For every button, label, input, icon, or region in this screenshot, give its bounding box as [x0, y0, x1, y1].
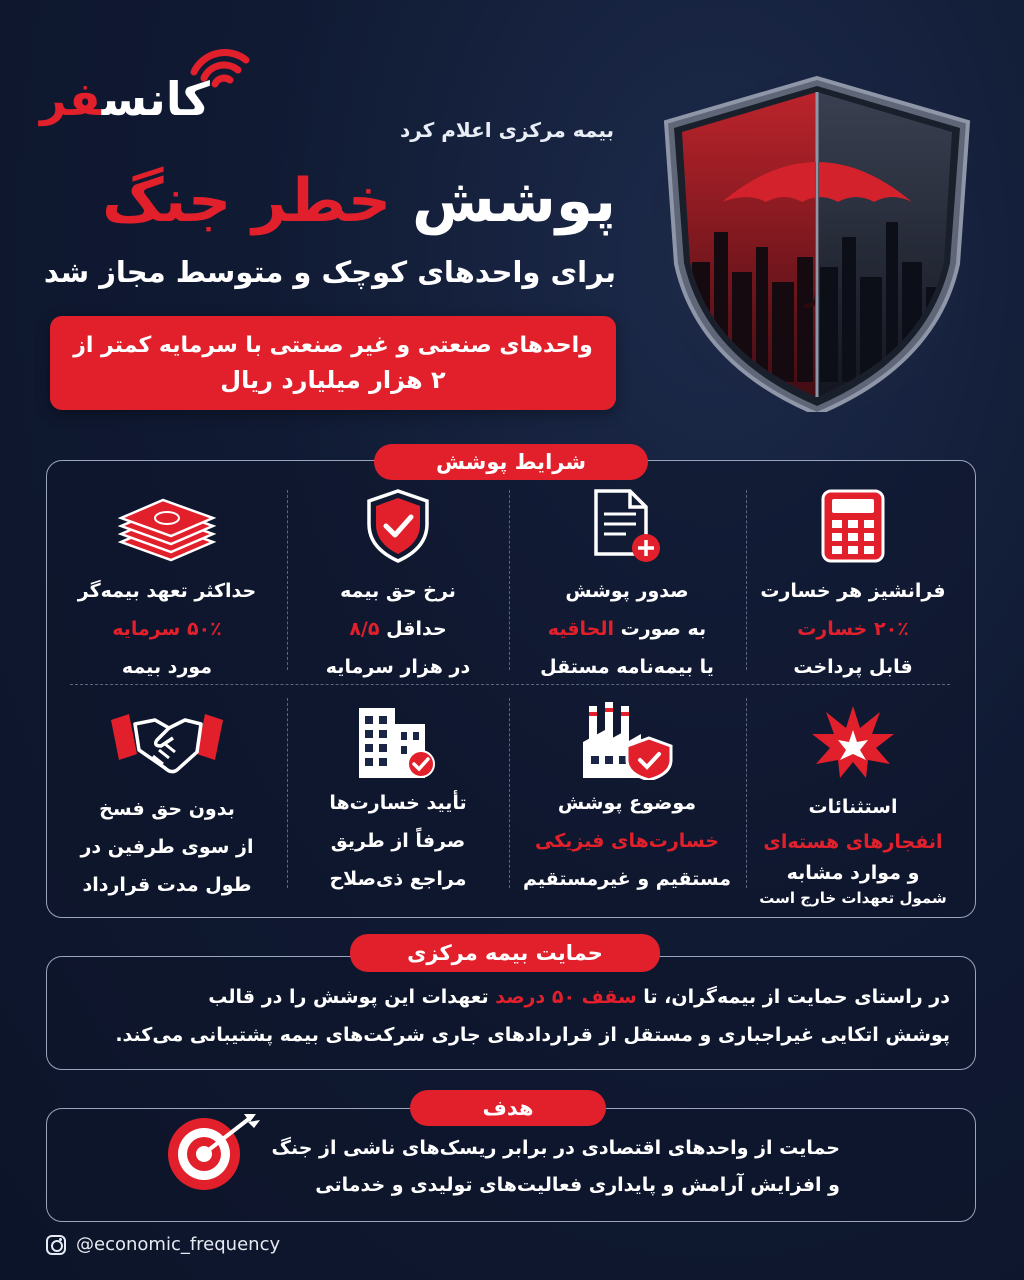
condition-title: بدون حق فسخ: [99, 798, 235, 820]
condition-highlight: انفجارهای هسته‌ای: [763, 831, 943, 853]
instagram-handle[interactable]: @economic_frequency: [76, 1234, 281, 1255]
support-line1-b: تعهدات این پوشش را در قالب: [208, 986, 496, 1008]
condition-highlight: ۵۰٪ سرمایه: [112, 618, 222, 640]
calculator-icon: [820, 488, 886, 564]
banner-line1: واحدهای صنعتی و غیر صنعتی با سرمایه کمتر از: [73, 332, 593, 358]
condition-detail: مراجع ذی‌صلاح: [329, 868, 467, 890]
factory-shield-icon: [579, 700, 675, 780]
handshake-icon: [107, 710, 227, 780]
goal-line2: و افزایش آرامش و پایداری فعالیت‌های تولیدی و خدماتی: [315, 1174, 840, 1196]
condition-detail: مورد بیمه: [121, 656, 213, 678]
goal-line1: حمایت از واحدهای اقتصادی در برابر ریسک‌های ناشی از جنگ: [271, 1137, 840, 1159]
condition-title: فرانشیز هر خسارت: [760, 580, 946, 602]
building-check-icon: [353, 700, 443, 780]
brand-logo: [40, 72, 210, 126]
coverage-conditions-label: شرایط پوشش: [374, 444, 648, 480]
shield-umbrella-illustration: [652, 52, 982, 412]
title-red: خطر جنگ: [102, 166, 392, 236]
condition-highlight: ۸/۵: [349, 618, 380, 640]
condition-detail: صرفاً از طریق: [330, 830, 466, 852]
condition-note: شمول تعهدات خارج است: [759, 889, 947, 907]
condition-exclusions: [738, 700, 968, 908]
logo-prefix: فر: [40, 72, 102, 126]
condition-detail: در هزار سرمایه: [325, 656, 471, 678]
logo-suffix: کانس: [101, 72, 210, 126]
condition-highlight: الحاقیه: [547, 618, 614, 640]
condition-deductible: [738, 484, 968, 686]
condition-detail: یا بیمه‌نامه مستقل: [540, 656, 714, 678]
goal-label: هدف: [410, 1090, 606, 1126]
condition-prefix: به صورت: [614, 618, 707, 640]
condition-max-liability: [52, 484, 282, 686]
support-line2: پوشش اتکایی غیراجباری و مستقل از قراردادهای جاری شرکت‌های بیمه پشتیبانی می‌کند.: [115, 1024, 950, 1046]
signal-icon: [188, 38, 252, 98]
shield-check-icon: [365, 488, 431, 564]
condition-highlight: خسارت‌های فیزیکی: [535, 830, 719, 852]
condition-detail: و موارد مشابه: [786, 862, 920, 884]
condition-detail: از سوی طرفین در: [80, 836, 254, 858]
support-highlight: سقف ۵۰ درصد: [495, 986, 637, 1008]
condition-title: استثنائات: [808, 796, 898, 818]
condition-title: موضوع پوشش: [557, 792, 697, 814]
banner-line2: ۲ هزار میلیارد ریال: [220, 365, 446, 394]
money-stack-icon: [117, 498, 217, 564]
eligibility-banner: [50, 316, 616, 410]
support-label: حمایت بیمه مرکزی: [350, 934, 660, 972]
title-white: پوشش: [412, 166, 616, 236]
condition-title: حداکثر تعهد بیمه‌گر: [77, 580, 257, 602]
support-line1-a: در راستای حمایت از بیمه‌گران، تا: [636, 986, 950, 1008]
condition-premium-rate: [283, 484, 513, 686]
support-text: [70, 978, 950, 1054]
condition-no-termination: [52, 700, 282, 904]
goal-text: [200, 1130, 840, 1204]
condition-coverage-subject: [512, 700, 742, 898]
condition-issuance: [512, 484, 742, 686]
condition-highlight: ۲۰٪ خسارت: [797, 618, 909, 640]
condition-title: نرخ حق بیمه: [340, 580, 456, 602]
subtitle: برای واحدهای کوچک و متوسط مجاز شد: [43, 255, 616, 289]
document-plus-icon: [592, 488, 662, 564]
condition-claim-approval: [283, 700, 513, 898]
page-title: [102, 168, 616, 234]
condition-title: تأیید خسارت‌ها: [329, 792, 467, 814]
instagram-icon: [46, 1235, 66, 1255]
footer: [46, 1234, 280, 1255]
condition-title: صدور پوشش: [565, 580, 689, 602]
condition-prefix: حداقل: [379, 618, 447, 640]
condition-detail: قابل پرداخت: [793, 656, 913, 678]
pre-title: بیمه مرکزی اعلام کرد: [399, 118, 614, 142]
condition-detail: طول مدت قرارداد: [82, 874, 252, 896]
explosion-icon: [810, 704, 896, 780]
condition-detail: مستقیم و غیرمستقیم: [523, 868, 731, 890]
